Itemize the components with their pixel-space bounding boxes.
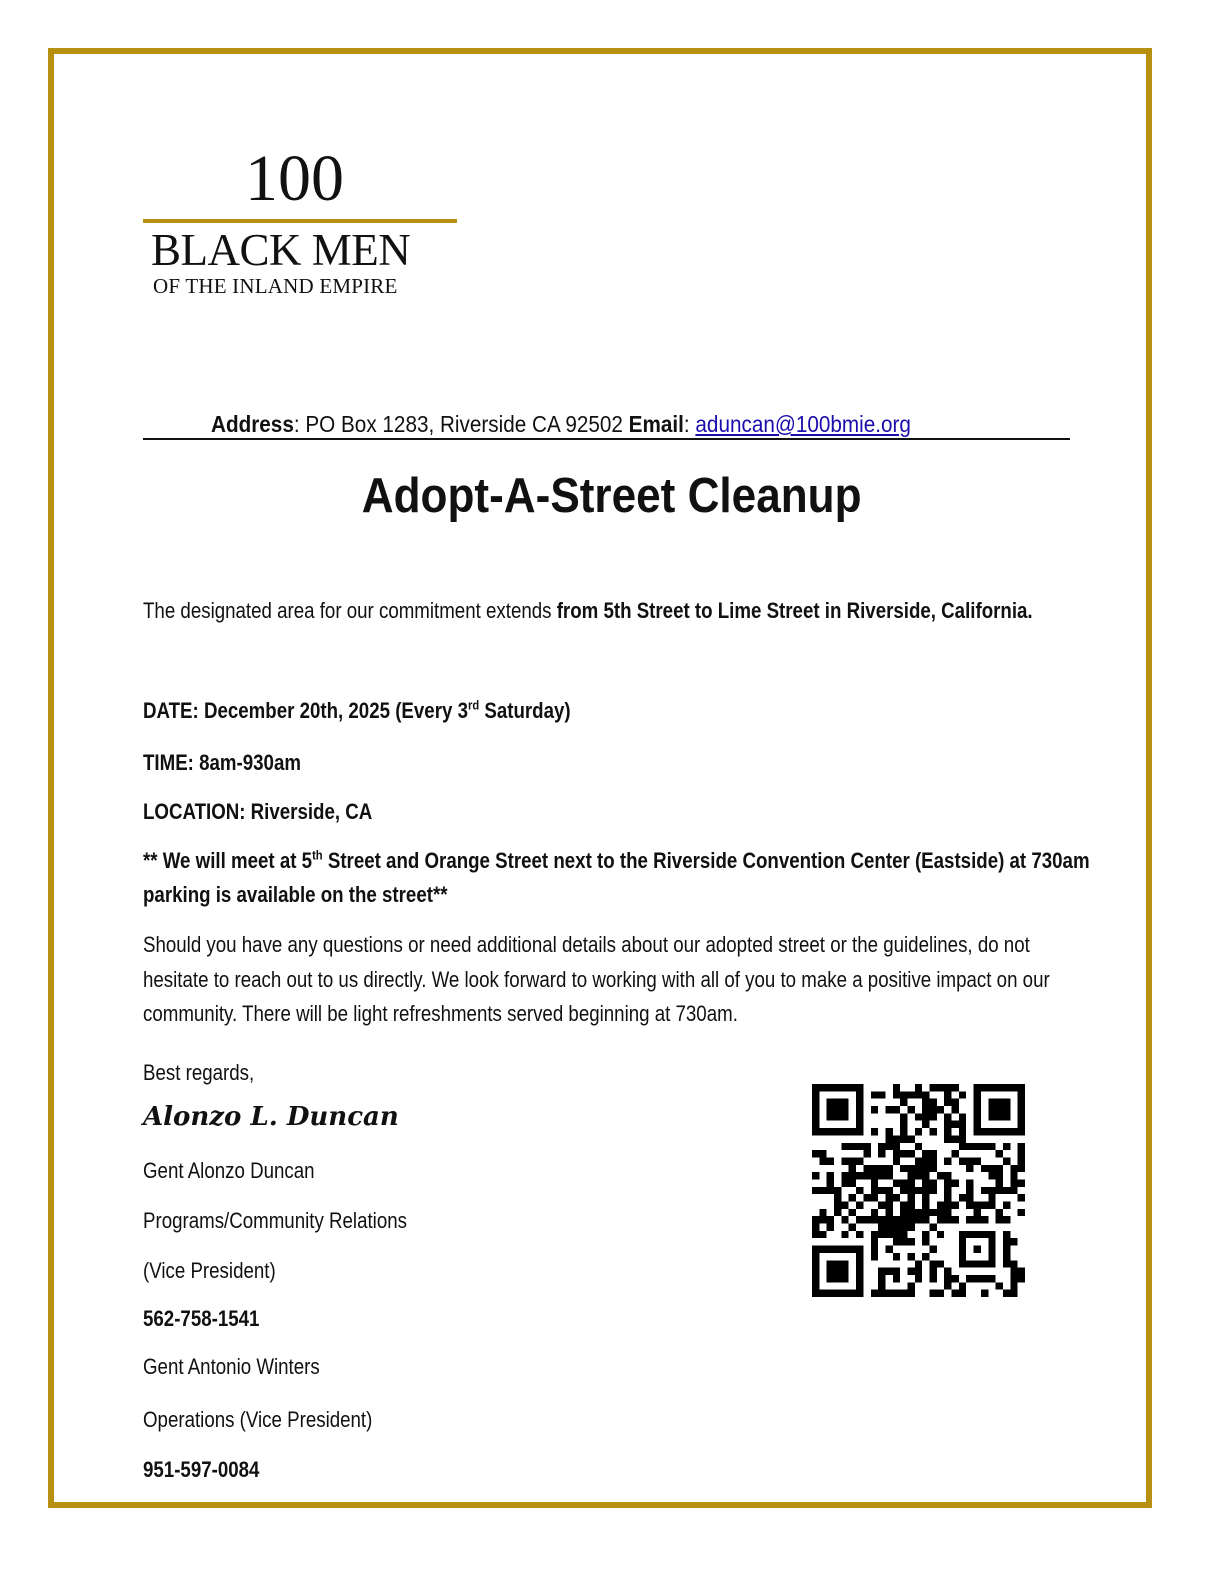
email-link[interactable]: aduncan@100bmie.org bbox=[695, 411, 911, 437]
time-line: TIME: 8am-930am bbox=[143, 750, 301, 775]
logo-rule bbox=[143, 219, 457, 223]
meet-sup: th bbox=[312, 847, 323, 863]
contact-2-phone: 951-597-0084 bbox=[143, 1457, 260, 1482]
contact-line bbox=[211, 410, 911, 438]
meeting-line bbox=[143, 844, 1090, 878]
parking-line: parking is available on the street** bbox=[143, 882, 448, 907]
message-line-1: Should you have any questions or need additional details about our adopted street or the guidelines, do not bbox=[143, 932, 1030, 957]
email-separator: : bbox=[683, 411, 696, 437]
logo-subtitle: OF THE INLAND EMPIRE bbox=[153, 274, 398, 298]
address-value: : PO Box 1283, Riverside CA 92502 bbox=[293, 411, 629, 437]
logo-name: BLACK MEN bbox=[151, 225, 411, 275]
logo-number: 100 bbox=[245, 142, 344, 215]
email-label: Email bbox=[628, 411, 684, 437]
location-line: LOCATION: Riverside, CA bbox=[143, 799, 373, 824]
closing: Best regards, bbox=[143, 1060, 255, 1085]
area-range: from 5th Street to Lime Street in Riverside, California. bbox=[556, 598, 1033, 623]
contact-2-role: Operations (Vice President) bbox=[143, 1407, 373, 1432]
qr-code-icon[interactable] bbox=[812, 1084, 1025, 1297]
date-line bbox=[143, 694, 571, 728]
meet-prefix: ** We will meet at 5 bbox=[143, 848, 313, 873]
signature: Alonzo L. Duncan bbox=[143, 1102, 399, 1132]
contact-2-name: Gent Antonio Winters bbox=[143, 1354, 320, 1379]
contact-1-phone: 562-758-1541 bbox=[143, 1306, 260, 1331]
area-text bbox=[143, 594, 1033, 628]
area-intro: The designated area for our commitment extends bbox=[143, 598, 557, 623]
message-line-2: hesitate to reach out to us directly. We look forward to working with all of you to make a positive impact on our bbox=[143, 967, 1050, 992]
page-title bbox=[0, 466, 1224, 526]
date-sup: rd bbox=[467, 697, 480, 713]
header-divider bbox=[143, 438, 1070, 440]
message-line-3: community. There will be light refreshments served beginning at 730am. bbox=[143, 1001, 738, 1026]
contact-1-role-title: (Vice President) bbox=[143, 1258, 276, 1283]
title-text: Adopt-A-Street Cleanup bbox=[362, 469, 862, 523]
meet-suffix: Street and Orange Street next to the Riverside Convention Center (Eastside) at 730am bbox=[322, 848, 1090, 873]
date-suffix: Saturday) bbox=[479, 698, 571, 723]
contact-1-role: Programs/Community Relations bbox=[143, 1208, 407, 1233]
date-prefix: DATE: December 20th, 2025 (Every 3 bbox=[143, 698, 468, 723]
address-label: Address bbox=[211, 411, 294, 437]
contact-1-name: Gent Alonzo Duncan bbox=[143, 1158, 315, 1183]
